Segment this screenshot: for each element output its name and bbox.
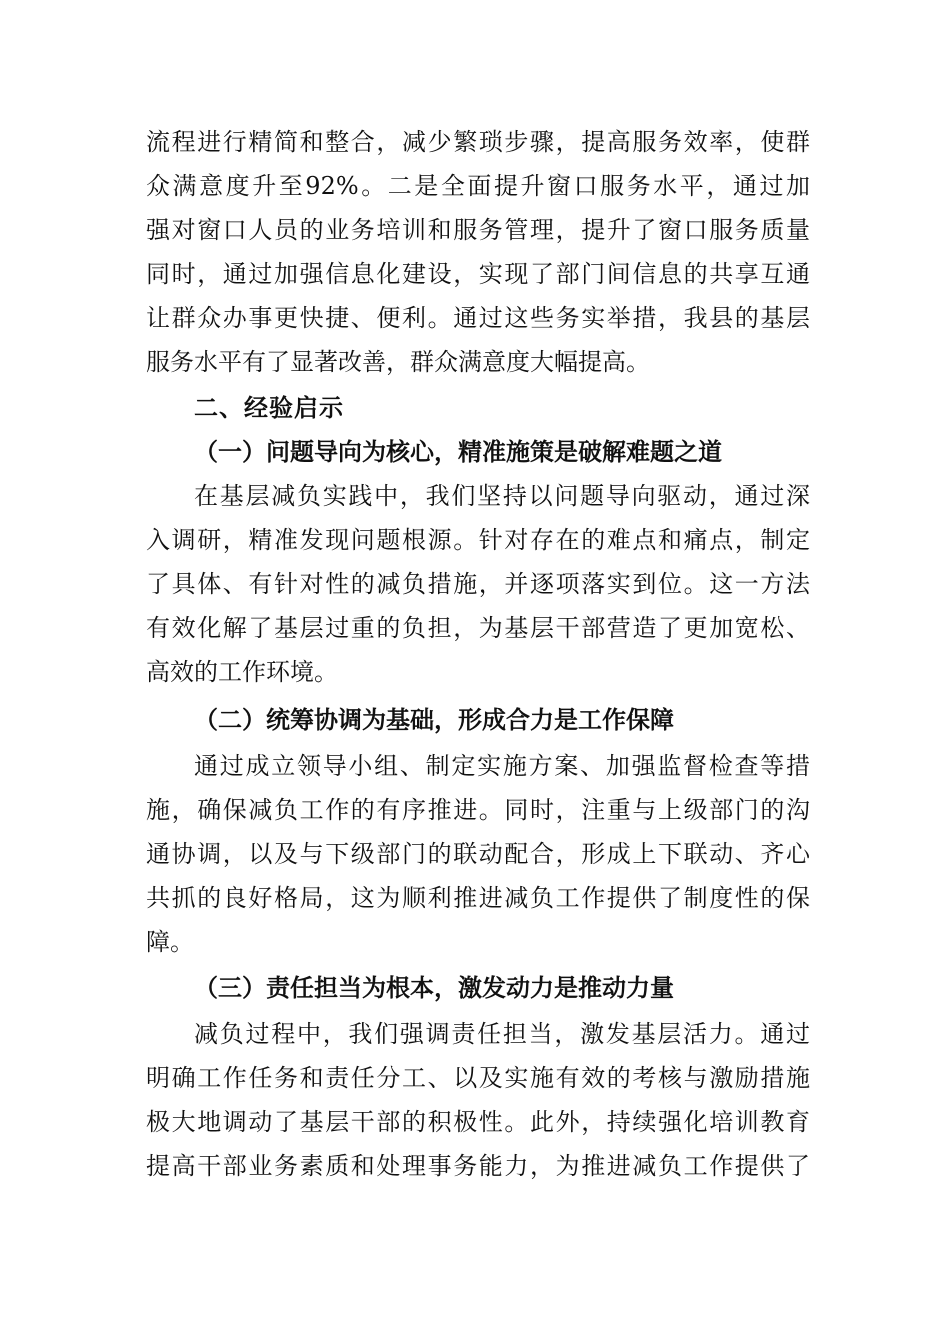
paragraph-line: 施，确保减负工作的有序推进。同时，注重与上级部门的沟: [146, 796, 810, 824]
section-heading: 二、经验启示: [194, 394, 344, 422]
subsection-heading: （二）统筹协调为基础，形成合力是工作保障: [194, 705, 674, 734]
paragraph-line: 共抓的良好格局，这为顺利推进减负工作提供了制度性的保: [146, 884, 810, 912]
paragraph-line: 同时，通过加强信息化建设，实现了部门间信息的共享互通: [146, 260, 810, 288]
paragraph-line: 提高干部业务素质和处理事务能力，为推进减负工作提供了: [146, 1152, 810, 1180]
subsection-heading: （一）问题导向为核心，精准施策是破解难题之道: [194, 437, 722, 466]
paragraph-line: 高效的工作环境。: [146, 658, 338, 686]
paragraph-line: 明确工作任务和责任分工、以及实施有效的考核与激励措施: [146, 1064, 810, 1092]
paragraph-line: 让群众办事更快捷、便利。通过这些务实举措，我县的基层: [146, 304, 810, 332]
paragraph-line: 有效化解了基层过重的负担，为基层干部营造了更加宽松、: [146, 614, 810, 642]
paragraph-line: 众满意度升至92%。二是全面提升窗口服务水平，通过加: [146, 172, 810, 200]
paragraph-line: 通过成立领导小组、制定实施方案、加强监督检查等措: [194, 752, 810, 780]
paragraph-line: 极大地调动了基层干部的积极性。此外，持续强化培训教育: [146, 1108, 810, 1136]
paragraph-line: 减负过程中，我们强调责任担当，激发基层活力。通过: [194, 1020, 810, 1048]
subsection-heading: （三）责任担当为根本，激发动力是推动力量: [194, 973, 674, 1002]
paragraph-line: 通协调，以及与下级部门的联动配合，形成上下联动、齐心: [146, 840, 810, 868]
paragraph-line: 入调研，精准发现问题根源。针对存在的难点和痛点，制定: [146, 526, 810, 554]
paragraph-line: 了具体、有针对性的减负措施，并逐项落实到位。这一方法: [146, 570, 810, 598]
paragraph-line: 服务水平有了显著改善，群众满意度大幅提高。: [146, 348, 650, 376]
paragraph-line: 流程进行精简和整合，减少繁琐步骤，提高服务效率，使群: [146, 128, 810, 156]
paragraph-line: 强对窗口人员的业务培训和服务管理，提升了窗口服务质量: [146, 216, 810, 244]
paragraph-line: 在基层减负实践中，我们坚持以问题导向驱动，通过深: [194, 482, 810, 510]
paragraph-line: 障。: [146, 928, 194, 956]
